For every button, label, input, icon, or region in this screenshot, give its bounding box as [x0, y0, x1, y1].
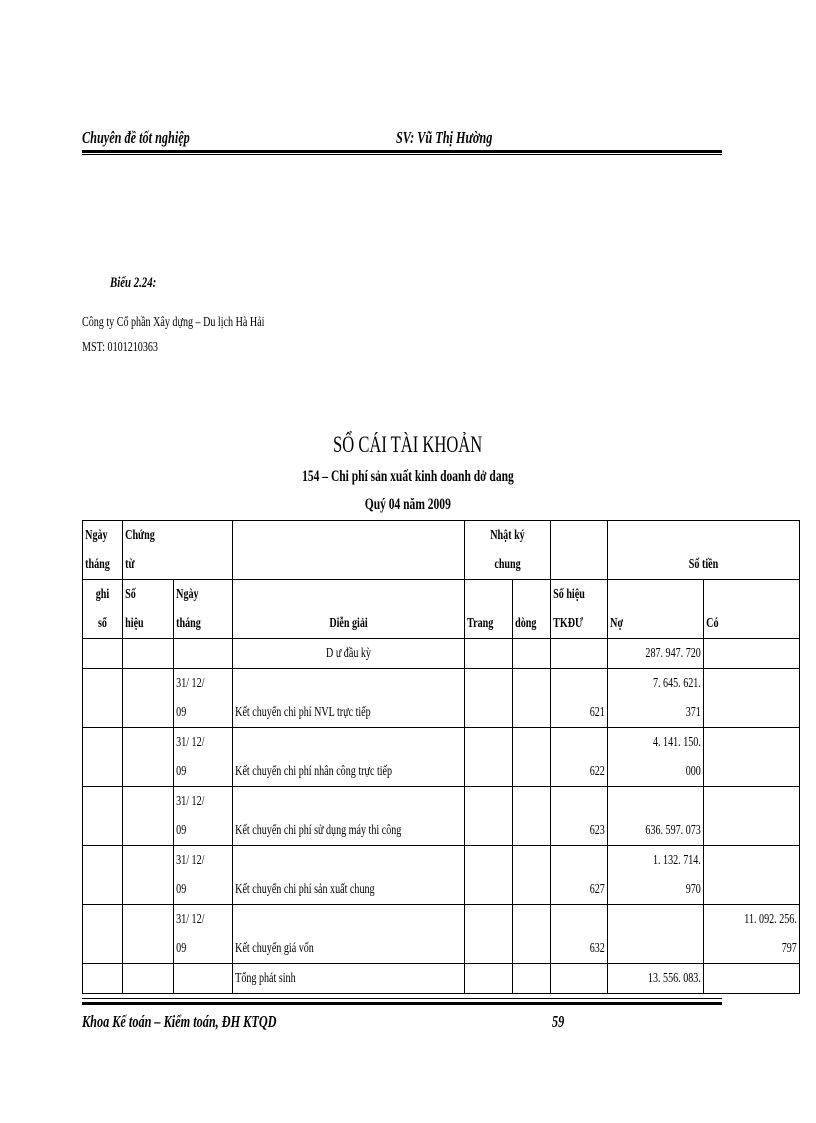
opening-balance-row: [83, 639, 800, 669]
entry-debit: 4. 141. 150. 000: [608, 728, 704, 787]
opening-label: D ư đầu kỳ: [233, 639, 465, 669]
table-row: [83, 728, 800, 787]
header-co: Có: [704, 580, 800, 639]
header-blank: [233, 521, 465, 580]
footer-rule-thick: [82, 1002, 722, 1005]
ledger-title: SỔ CÁI TÀI KHOẢN: [333, 432, 483, 457]
header-no: Nợ: [608, 580, 704, 639]
page-number: 59: [552, 1012, 565, 1031]
entry-date: 31/ 12/ 09: [174, 905, 233, 964]
table-row: [83, 669, 800, 728]
entry-description: Kết chuyển chi phí sản xuất chung: [233, 846, 465, 905]
entry-description: Kết chuyển chi phí sử dụng máy thi công: [233, 787, 465, 846]
company-name: Công ty Cổ phần Xây dựng – Du lịch Hà Hải: [82, 315, 265, 330]
entry-credit: [704, 846, 800, 905]
ledger-period: Quý 04 năm 2009: [364, 496, 452, 513]
entry-account: 622: [551, 728, 608, 787]
entry-credit: [704, 728, 800, 787]
entry-account: 621: [551, 669, 608, 728]
table-row: [83, 846, 800, 905]
table-row: [83, 905, 800, 964]
entry-date: 31/ 12/ 09: [174, 787, 233, 846]
entry-description: Kết chuyển giá vốn: [233, 905, 465, 964]
footer-left: Khoa Kế toán – Kiểm toán, ĐH KTQD: [82, 1012, 277, 1031]
entry-debit: [608, 905, 704, 964]
header-ngay-ghi-so-top: Ngày tháng: [83, 521, 123, 580]
table-row: [83, 787, 800, 846]
header-so-hieu: Số hiệu: [123, 580, 174, 639]
entry-description: Kết chuyển chi phí NVL trực tiếp: [233, 669, 465, 728]
total-row: [83, 964, 800, 994]
header-nhat-ky-chung: Nhật ký chung: [465, 521, 551, 580]
header-trang: Trang: [465, 580, 513, 639]
header-so-tien: Số tiền: [608, 521, 800, 580]
entry-debit: 636. 597. 073: [608, 787, 704, 846]
header-row-1: [83, 521, 800, 580]
ledger-subtitle: 154 – Chi phí sản xuất kinh doanh dở dang: [302, 468, 514, 485]
entry-date: 31/ 12/ 09: [174, 669, 233, 728]
entry-account: 623: [551, 787, 608, 846]
tax-id: MST: 0101210363: [82, 340, 158, 355]
header-so-hieu-tkdu: Số hiệu TKĐƯ: [551, 580, 608, 639]
ledger-table: [82, 520, 800, 994]
caption: Biểu 2.24:: [110, 275, 157, 291]
header-rule-thin: [82, 154, 722, 155]
header-blank: [551, 521, 608, 580]
header-chung-tu: Chứng từ: [123, 521, 233, 580]
header-right: SV: Vũ Thị Hường: [396, 128, 493, 147]
entry-debit: 1. 132. 714. 970: [608, 846, 704, 905]
entry-description: Kết chuyển chi phí nhân công trực tiếp: [233, 728, 465, 787]
header-ngay-ghi-so-bottom: ghi sổ: [83, 580, 123, 639]
header-left: Chuyên đề tốt nghiệp: [82, 128, 190, 147]
header-row-2: [83, 580, 800, 639]
entry-account: 632: [551, 905, 608, 964]
entry-debit: 7. 645. 621. 371: [608, 669, 704, 728]
total-debit: 13. 556. 083.: [608, 964, 704, 994]
header-ngay-thang: Ngày tháng: [174, 580, 233, 639]
opening-debit: 287. 947. 720: [608, 639, 704, 669]
entry-date: 31/ 12/ 09: [174, 846, 233, 905]
entry-credit: [704, 787, 800, 846]
header-dien-giai: Diễn giải: [233, 580, 465, 639]
entry-date: 31/ 12/ 09: [174, 728, 233, 787]
header-dong: dòng: [513, 580, 551, 639]
footer-rule-thin: [82, 998, 722, 999]
header-rule-thick: [82, 150, 722, 153]
entry-credit: [704, 669, 800, 728]
entry-credit: 11. 092. 256. 797: [704, 905, 800, 964]
total-label: Tổng phát sinh: [233, 964, 465, 994]
entry-account: 627: [551, 846, 608, 905]
